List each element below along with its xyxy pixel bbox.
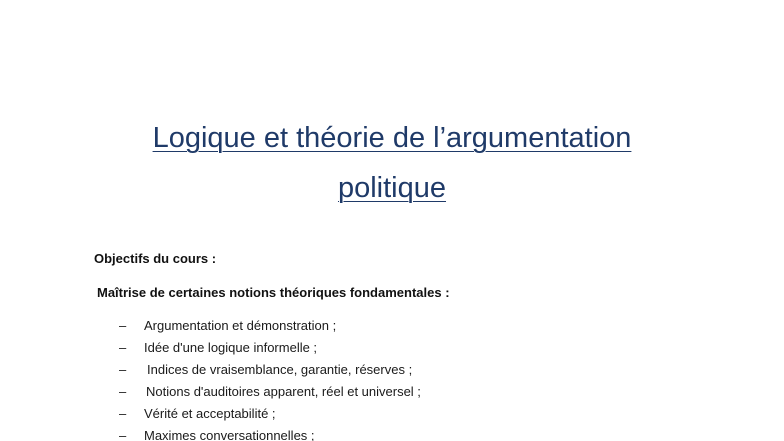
- list-item-text: Notions d'auditoires apparent, réel et universel ;: [146, 384, 421, 399]
- list-item: [119, 383, 421, 405]
- bullet-dash: –: [119, 384, 127, 399]
- bullet-dash: –: [119, 362, 127, 377]
- list-item: [119, 405, 421, 427]
- list-item-text: Vérité et acceptabilité ;: [144, 406, 276, 421]
- list-item: [119, 361, 421, 383]
- list-item: [119, 339, 421, 361]
- bullet-dash: –: [119, 318, 127, 333]
- list-item-text: Indices de vraisemblance, garantie, réserves ;: [147, 362, 413, 377]
- maitrise-heading: Maîtrise de certaines notions théoriques fondamentales :: [97, 285, 450, 300]
- bullet-dash: –: [119, 406, 127, 421]
- list-item: [119, 427, 421, 441]
- list-item-text: Argumentation et démonstration ;: [144, 318, 337, 333]
- bullet-dash: –: [119, 428, 127, 441]
- list-item: [119, 317, 421, 339]
- title-line-1: Logique et théorie de l’argumentation: [152, 122, 632, 154]
- list-item-text: Maximes conversationnelles ;: [144, 428, 315, 441]
- objectifs-heading: Objectifs du cours :: [94, 251, 217, 266]
- page-title: [0, 113, 784, 213]
- notions-list: [119, 317, 421, 441]
- list-item-text: Idée d'une logique informelle ;: [144, 340, 318, 355]
- title-line-2: politique: [337, 172, 447, 204]
- bullet-dash: –: [119, 340, 127, 355]
